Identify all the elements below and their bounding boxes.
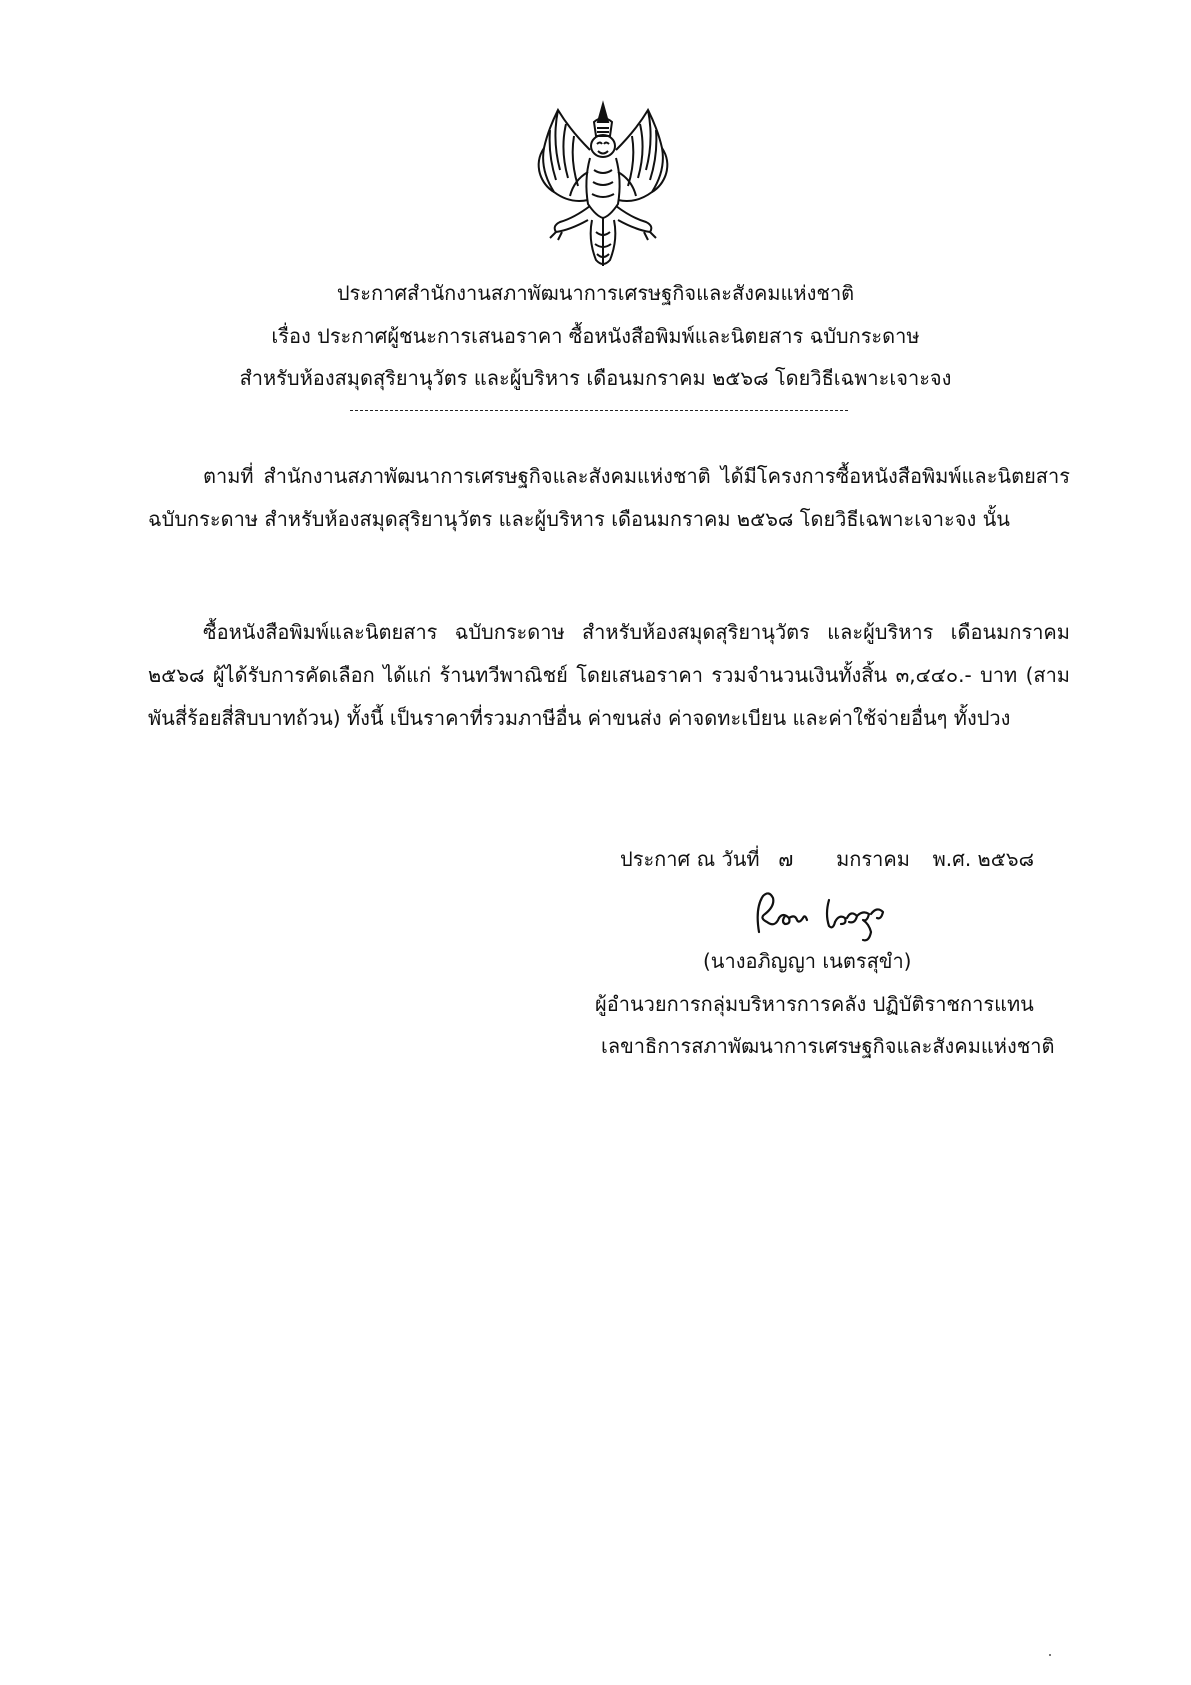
signer-name: (นางอภิญญา เนตรสุขำ)	[703, 949, 912, 973]
announce-month: มกราคม	[836, 847, 910, 871]
heading-title: ประกาศสำนักงานสภาพัฒนาการเศรษฐกิจและสังคมแห่งชาติ	[336, 281, 855, 305]
heading-divider	[350, 410, 848, 411]
paragraph-intro: ตามที่ สำนักงานสภาพัฒนาการเศรษฐกิจและสังคมแห่งชาติ ได้มีโครงการซื้อหนังสือพิมพ์และนิตยสาร ฉบับกระดาษ สำหรับห้องสมุดสุริยานุวัตร และผู้บริหาร เดือนมกราคม ๒๕๖๘ โดยวิธีเฉพาะเจาะจง นั้น	[148, 464, 1070, 531]
signer-position: ผู้อำนวยการกลุ่มบริหารการคลัง ปฏิบัติราชการแทน	[595, 992, 1034, 1016]
page-speck	[1049, 1654, 1051, 1656]
heading-subject-continued: สำหรับห้องสมุดสุริยานุวัตร และผู้บริหาร เดือนมกราคม ๒๕๖๘ โดยวิธีเฉพาะเจาะจง	[239, 366, 952, 390]
announce-day: ๗	[778, 847, 794, 871]
signer-organization: เลขาธิการสภาพัฒนาการเศรษฐกิจและสังคมแห่งชาติ	[601, 1034, 1055, 1058]
garuda-emblem-icon	[530, 100, 676, 272]
announce-year: พ.ศ. ๒๕๖๘	[932, 847, 1035, 871]
announcement-date	[620, 845, 1034, 873]
signature-icon	[745, 888, 905, 944]
announce-prefix: ประกาศ ณ วันที่	[620, 847, 760, 871]
heading-subject: เรื่อง ประกาศผู้ชนะการเสนอราคา ซื้อหนังสือพิมพ์และนิตยสาร ฉบับกระดาษ	[271, 324, 920, 348]
paragraph-winner: ซื้อหนังสือพิมพ์และนิตยสาร ฉบับกระดาษ สำหรับห้องสมุดสุริยานุวัตร และผู้บริหาร เดือนมกราคม ๒๕๖๘ ผู้ได้รับการคัดเลือก ได้แก่ ร้านทวีพาณิชย์ โดยเสนอราคา รวมจำนวนเงินทั้งสิ้น ๓,๔๔๐.- บาท (สามพันสี่ร้อยสี่สิบบาทถ้วน) ทั้งนี้ เป็นราคาที่รวมภาษีอื่น ค่าขนส่ง ค่าจดทะเบียน และค่าใช้จ่ายอื่นๆ ทั้งปวง	[148, 620, 1070, 730]
